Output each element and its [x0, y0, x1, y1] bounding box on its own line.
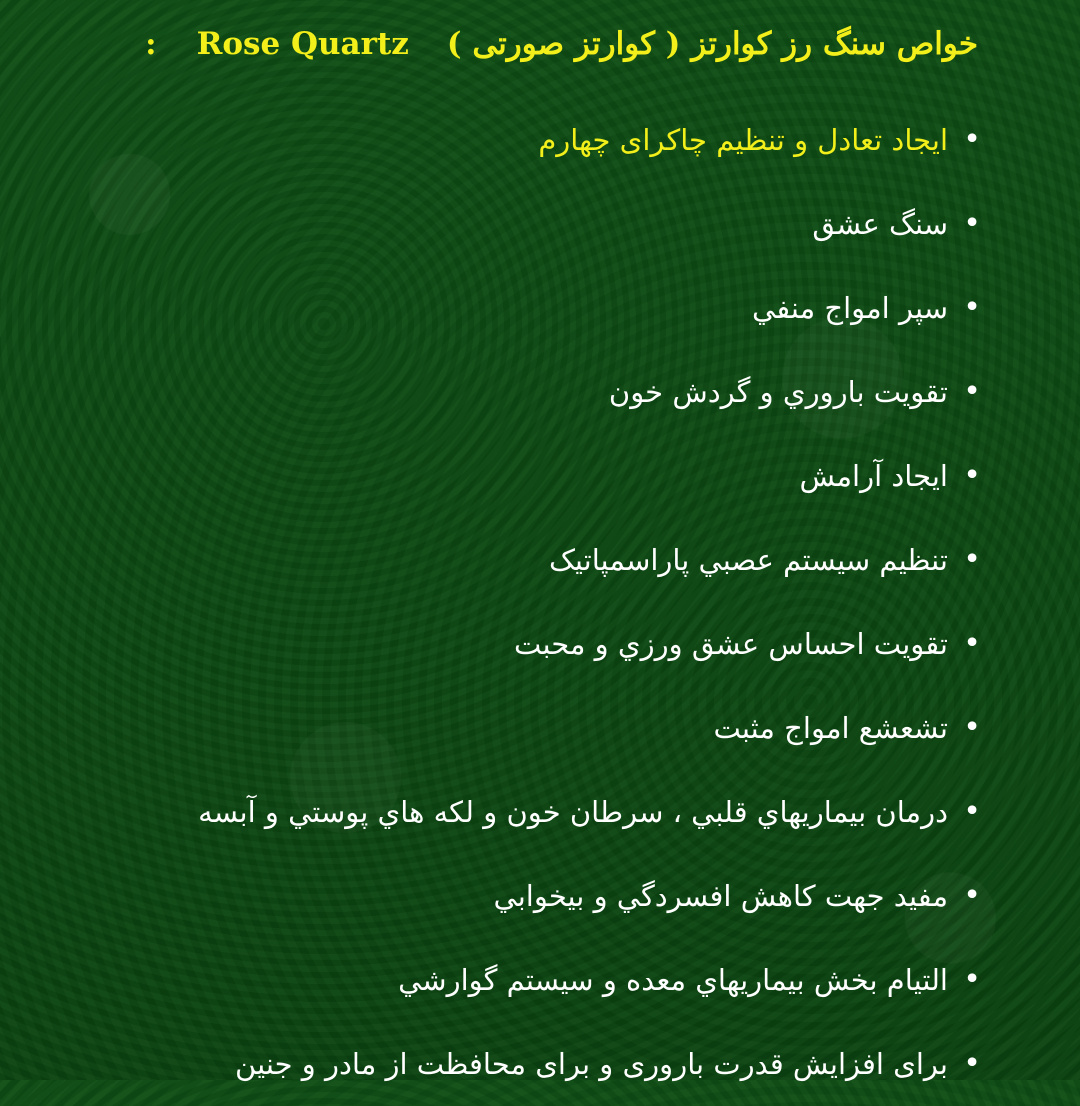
list-item-text: ايجاد آرامش — [799, 459, 948, 493]
list-item-text: تنظيم سيستم عصبي پاراسمپاتيک — [548, 543, 948, 577]
list-item-text: سنگ عشق — [812, 207, 948, 241]
bullet-icon: • — [963, 626, 981, 661]
list-item — [60, 350, 981, 434]
list-item-text: التيام بخش بيماريهاي معده و سيستم گوارشي — [398, 963, 948, 997]
bullet-icon: • — [963, 878, 981, 913]
bullet-icon: • — [963, 458, 981, 493]
list-item — [60, 434, 981, 518]
title-colon: : — [145, 26, 157, 62]
bullet-icon: • — [963, 290, 981, 325]
list-item-text: تقويت باروري و گردش خون — [608, 375, 948, 409]
bullet-icon: • — [963, 374, 981, 409]
list-item — [60, 938, 981, 1022]
list-item — [60, 770, 981, 854]
list-item-text: درمان بيماريهاي قلبي ، سرطان خون و لکه هاي پوستي و آبسه — [198, 795, 948, 829]
list-item — [60, 602, 981, 686]
bullet-icon: • — [963, 962, 981, 997]
bullet-icon: • — [963, 710, 981, 745]
list-item — [60, 854, 981, 938]
list-item-text: مفيد جهت کاهش افسردگي و بيخوابي — [493, 879, 948, 913]
list-item-text: تقويت احساس عشق ورزي و محبت — [513, 627, 948, 661]
properties-list — [60, 98, 981, 1106]
title-english: Rose Quartz — [196, 26, 409, 62]
list-item — [60, 182, 981, 266]
title-persian: خواص سنگ رز کوارتز ( کوارتز صورتی ) — [446, 26, 978, 62]
list-item — [60, 98, 981, 182]
list-item — [60, 686, 981, 770]
title-row — [145, 26, 978, 62]
bullet-icon: • — [963, 542, 981, 577]
list-item — [60, 266, 981, 350]
bullet-icon: • — [963, 1046, 981, 1081]
bullet-icon: • — [963, 122, 981, 157]
bullet-icon: • — [963, 206, 981, 241]
list-item — [60, 1022, 981, 1106]
list-item-text: سپر امواج منفي — [752, 291, 948, 325]
list-item-text: ایجاد تعادل و تنظیم چاکرای چهارم — [538, 123, 948, 157]
list-item — [60, 518, 981, 602]
list-item-text: تشعشع امواج مثبت — [713, 711, 948, 745]
page-title — [60, 22, 978, 66]
bullet-icon: • — [963, 794, 981, 829]
list-item-text: برای افزایش قدرت باروری و برای محافظت از مادر و جنین — [235, 1047, 948, 1081]
